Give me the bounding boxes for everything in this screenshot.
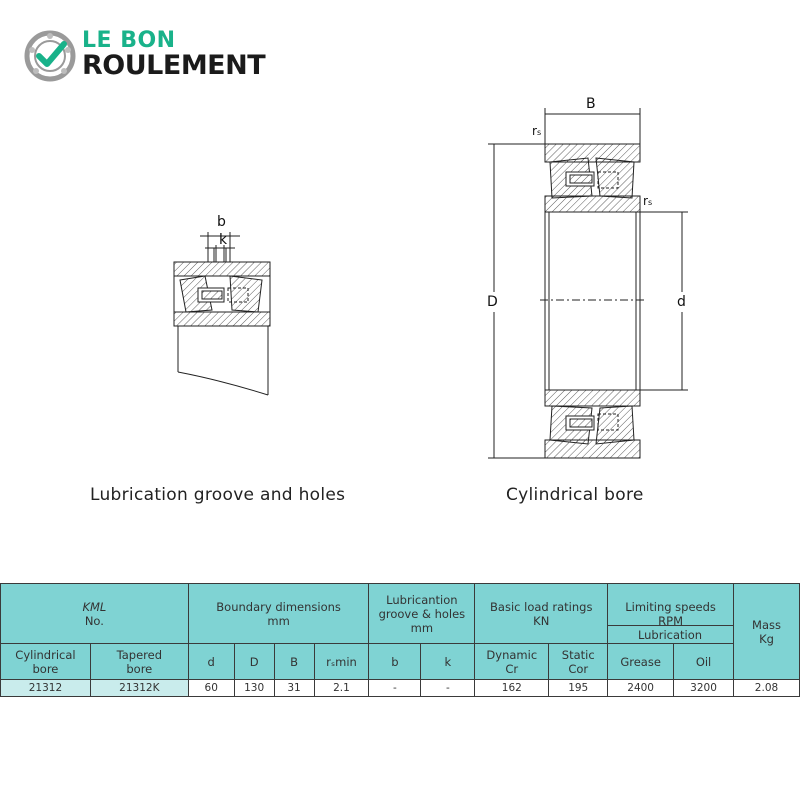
lubrication-groove-drawing — [174, 232, 270, 395]
load-label: Basic load ratings — [490, 599, 593, 614]
cyl-line-2: bore — [32, 661, 59, 676]
brand-line-2: ROULEMENT — [82, 50, 266, 81]
col-oil: Oil — [674, 644, 734, 680]
speeds-label: Limiting speeds — [625, 599, 716, 614]
header-load — [475, 584, 608, 644]
cell-cylindrical: 21312 — [1, 680, 91, 697]
cell-cr: 162 — [475, 680, 549, 697]
dim-label-B: B — [586, 96, 596, 112]
cell-B: 31 — [274, 680, 314, 697]
stat-line-2: Cor — [568, 661, 589, 676]
cell-oil: 3200 — [674, 680, 734, 697]
kn-label: KN — [533, 613, 550, 628]
dyn-line-1: Dynamic — [486, 647, 538, 662]
caption-cylindrical: Cylindrical bore — [506, 485, 644, 505]
col-d: d — [188, 644, 234, 680]
tap-line-2: bore — [126, 661, 153, 676]
dim-label-rs-side — [643, 194, 652, 208]
cyl-line-1: Cylindrical — [15, 647, 76, 662]
cell-D: 130 — [234, 680, 274, 697]
brand-line-1: LE BON — [82, 28, 176, 53]
col-tapered-bore — [90, 644, 188, 680]
stat-line-1: Static — [561, 647, 595, 662]
cell-grease: 2400 — [608, 680, 674, 697]
cell-mass: 2.08 — [734, 680, 800, 697]
col-D: D — [234, 644, 274, 680]
col-k: k — [421, 644, 475, 680]
header-boundary — [188, 584, 369, 644]
cell-r: 2.1 — [314, 680, 369, 697]
col-static — [549, 644, 608, 680]
mm-label-1: mm — [267, 613, 290, 628]
boundary-label: Boundary dimensions — [216, 599, 341, 614]
dyn-line-2: Cr — [505, 661, 519, 676]
col-cylindrical-bore — [1, 644, 91, 680]
caption-lubrication: Lubrication groove and holes — [90, 485, 346, 505]
tap-line-1: Tapered — [116, 647, 163, 662]
dim-label-rs-top — [532, 124, 541, 138]
rpm-label: RPM — [658, 613, 684, 628]
lubrication-label: Lubrication — [637, 628, 703, 642]
dim-label-s: s — [536, 128, 542, 137]
header-mass — [734, 584, 800, 680]
kg-label: Kg — [759, 631, 774, 646]
dim-label-k: k — [219, 232, 228, 248]
dim-label-d: d — [677, 294, 686, 310]
col-b: b — [369, 644, 421, 680]
lubrication-groove-label: Lubricantion groove & holes — [378, 592, 466, 621]
cell-b: - — [369, 680, 421, 697]
kml-label: KML — [82, 599, 107, 614]
cell-cor: 195 — [549, 680, 608, 697]
col-B: B — [274, 644, 314, 680]
dim-label-r-2: r — [643, 194, 648, 208]
col-rsmin: rₛmin — [314, 644, 369, 680]
lubrication-subheader — [607, 625, 733, 645]
table-row — [1, 680, 800, 697]
header-lubrication-groove — [369, 584, 475, 644]
dim-label-r: r — [532, 124, 537, 138]
col-grease: Grease — [608, 644, 674, 680]
cylindrical-bore-drawing — [488, 108, 688, 458]
col-dynamic — [475, 644, 549, 680]
mass-label: Mass — [752, 617, 781, 632]
cell-d: 60 — [188, 680, 234, 697]
cell-k: - — [421, 680, 475, 697]
cell-tapered: 21312K — [90, 680, 188, 697]
dim-label-D: D — [487, 294, 498, 310]
dim-label-b: b — [217, 214, 226, 230]
mm-label-2: mm — [410, 620, 434, 635]
dim-label-s-2: s — [647, 198, 653, 207]
header-kml — [1, 584, 189, 644]
no-label: No. — [84, 613, 104, 628]
